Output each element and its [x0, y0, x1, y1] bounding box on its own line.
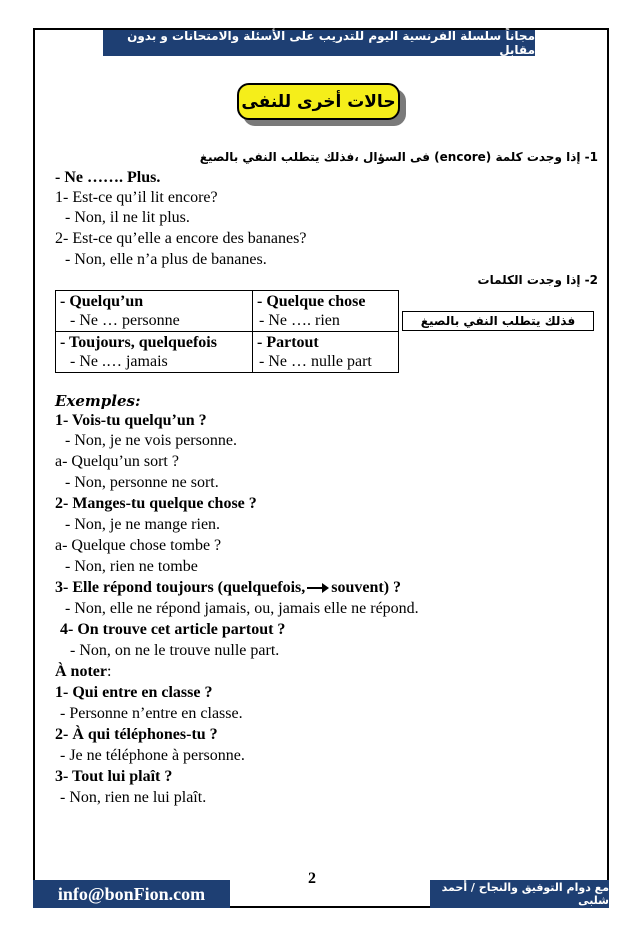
note-question: 3- Tout lui plaît ? — [55, 768, 173, 785]
table-cell — [253, 291, 399, 332]
section2-heading: 2- إذا وجدت الكلمات — [477, 273, 598, 287]
note-answer: - Personne n’entre en classe. — [60, 705, 243, 722]
example-question: 4- On trouve cet article partout ? — [60, 621, 286, 638]
note-heading-line — [55, 662, 111, 682]
example-answer: - Non, on ne le trouve nulle part. — [70, 642, 280, 659]
footer-signature-box — [430, 880, 609, 908]
example-answer: - Non, je ne vois personne. — [65, 432, 237, 449]
note-heading: À noter — [55, 663, 107, 680]
note-colon: : — [106, 663, 112, 680]
example-question: 1- Vois-tu quelqu’un ? — [55, 412, 207, 429]
word: - Quelque chose — [257, 293, 366, 310]
table-cell — [56, 291, 253, 332]
examples-heading: Exemples: — [55, 392, 141, 410]
example-question: a- Quelque chose tombe ? — [55, 537, 222, 554]
note-question: 2- À qui téléphones-tu ? — [55, 726, 218, 743]
negation-form: - Ne …. rien — [259, 312, 340, 329]
table-row — [56, 332, 399, 373]
form-note: فذلك يتطلب النفي بالصيغ — [420, 314, 576, 328]
example-question-text: 3- Elle répond toujours (quelquefois, — [55, 579, 306, 596]
note-answer: - Je ne téléphone à personne. — [60, 747, 245, 764]
section1-line: - Non, il ne lit plus. — [65, 209, 190, 226]
word: - Partout — [257, 334, 319, 351]
section1-line: - Non, elle n’a plus de bananes. — [65, 251, 267, 268]
negation-table — [55, 290, 399, 373]
header-banner: مجاناً سلسلة الفرنسية اليوم للتدريب على الأسئلة والامتحانات و بدون مقابل — [103, 30, 535, 56]
negation-form: - Ne … nulle part — [259, 353, 372, 370]
example-question-tail: souvent) ? — [331, 579, 402, 596]
example-answer: - Non, je ne mange rien. — [65, 516, 221, 533]
table-cell — [56, 332, 253, 373]
note-answer: - Non, rien ne lui plaît. — [60, 789, 207, 806]
negation-form: - Ne … personne — [70, 312, 180, 329]
section1-heading: 1- إذا وجدت كلمة (encore) فى السؤال ،فذلك يتطلب النفي بالصيغ — [199, 150, 598, 164]
example-question: 2- Manges-tu quelque chose ? — [55, 495, 257, 512]
table-cell — [253, 332, 399, 373]
footer-email: info@bonFion.com — [33, 880, 230, 908]
footer-signature: مع دوام التوفيق والنجاح / أحمد شلبى — [441, 881, 609, 907]
note-question: 1- Qui entre en classe ? — [55, 684, 213, 701]
example-question: a- Quelqu’un sort ? — [55, 453, 179, 470]
example-answer: - Non, elle ne répond jamais, ou, jamais elle ne répond. — [65, 600, 419, 617]
page-title: حالات أخرى للنفى — [237, 83, 400, 120]
example-answer: - Non, rien ne tombe — [65, 558, 198, 575]
example-answer: - Non, personne ne sort. — [65, 474, 219, 491]
form-note-box — [402, 311, 594, 331]
arrow-right-icon — [307, 583, 329, 593]
section1-line: 1- Est-ce qu’il lit encore? — [55, 189, 218, 206]
negation-form: - Ne .… jamais — [70, 353, 168, 370]
word: - Toujours, quelquefois — [60, 334, 217, 351]
section1-rule: - Ne ……. Plus. — [55, 169, 161, 186]
example-question — [55, 578, 401, 598]
table-row — [56, 291, 399, 332]
page-number: 2 — [308, 870, 316, 887]
section1-line: 2- Est-ce qu’elle a encore des bananes? — [55, 230, 307, 247]
word: - Quelqu’un — [60, 293, 144, 310]
